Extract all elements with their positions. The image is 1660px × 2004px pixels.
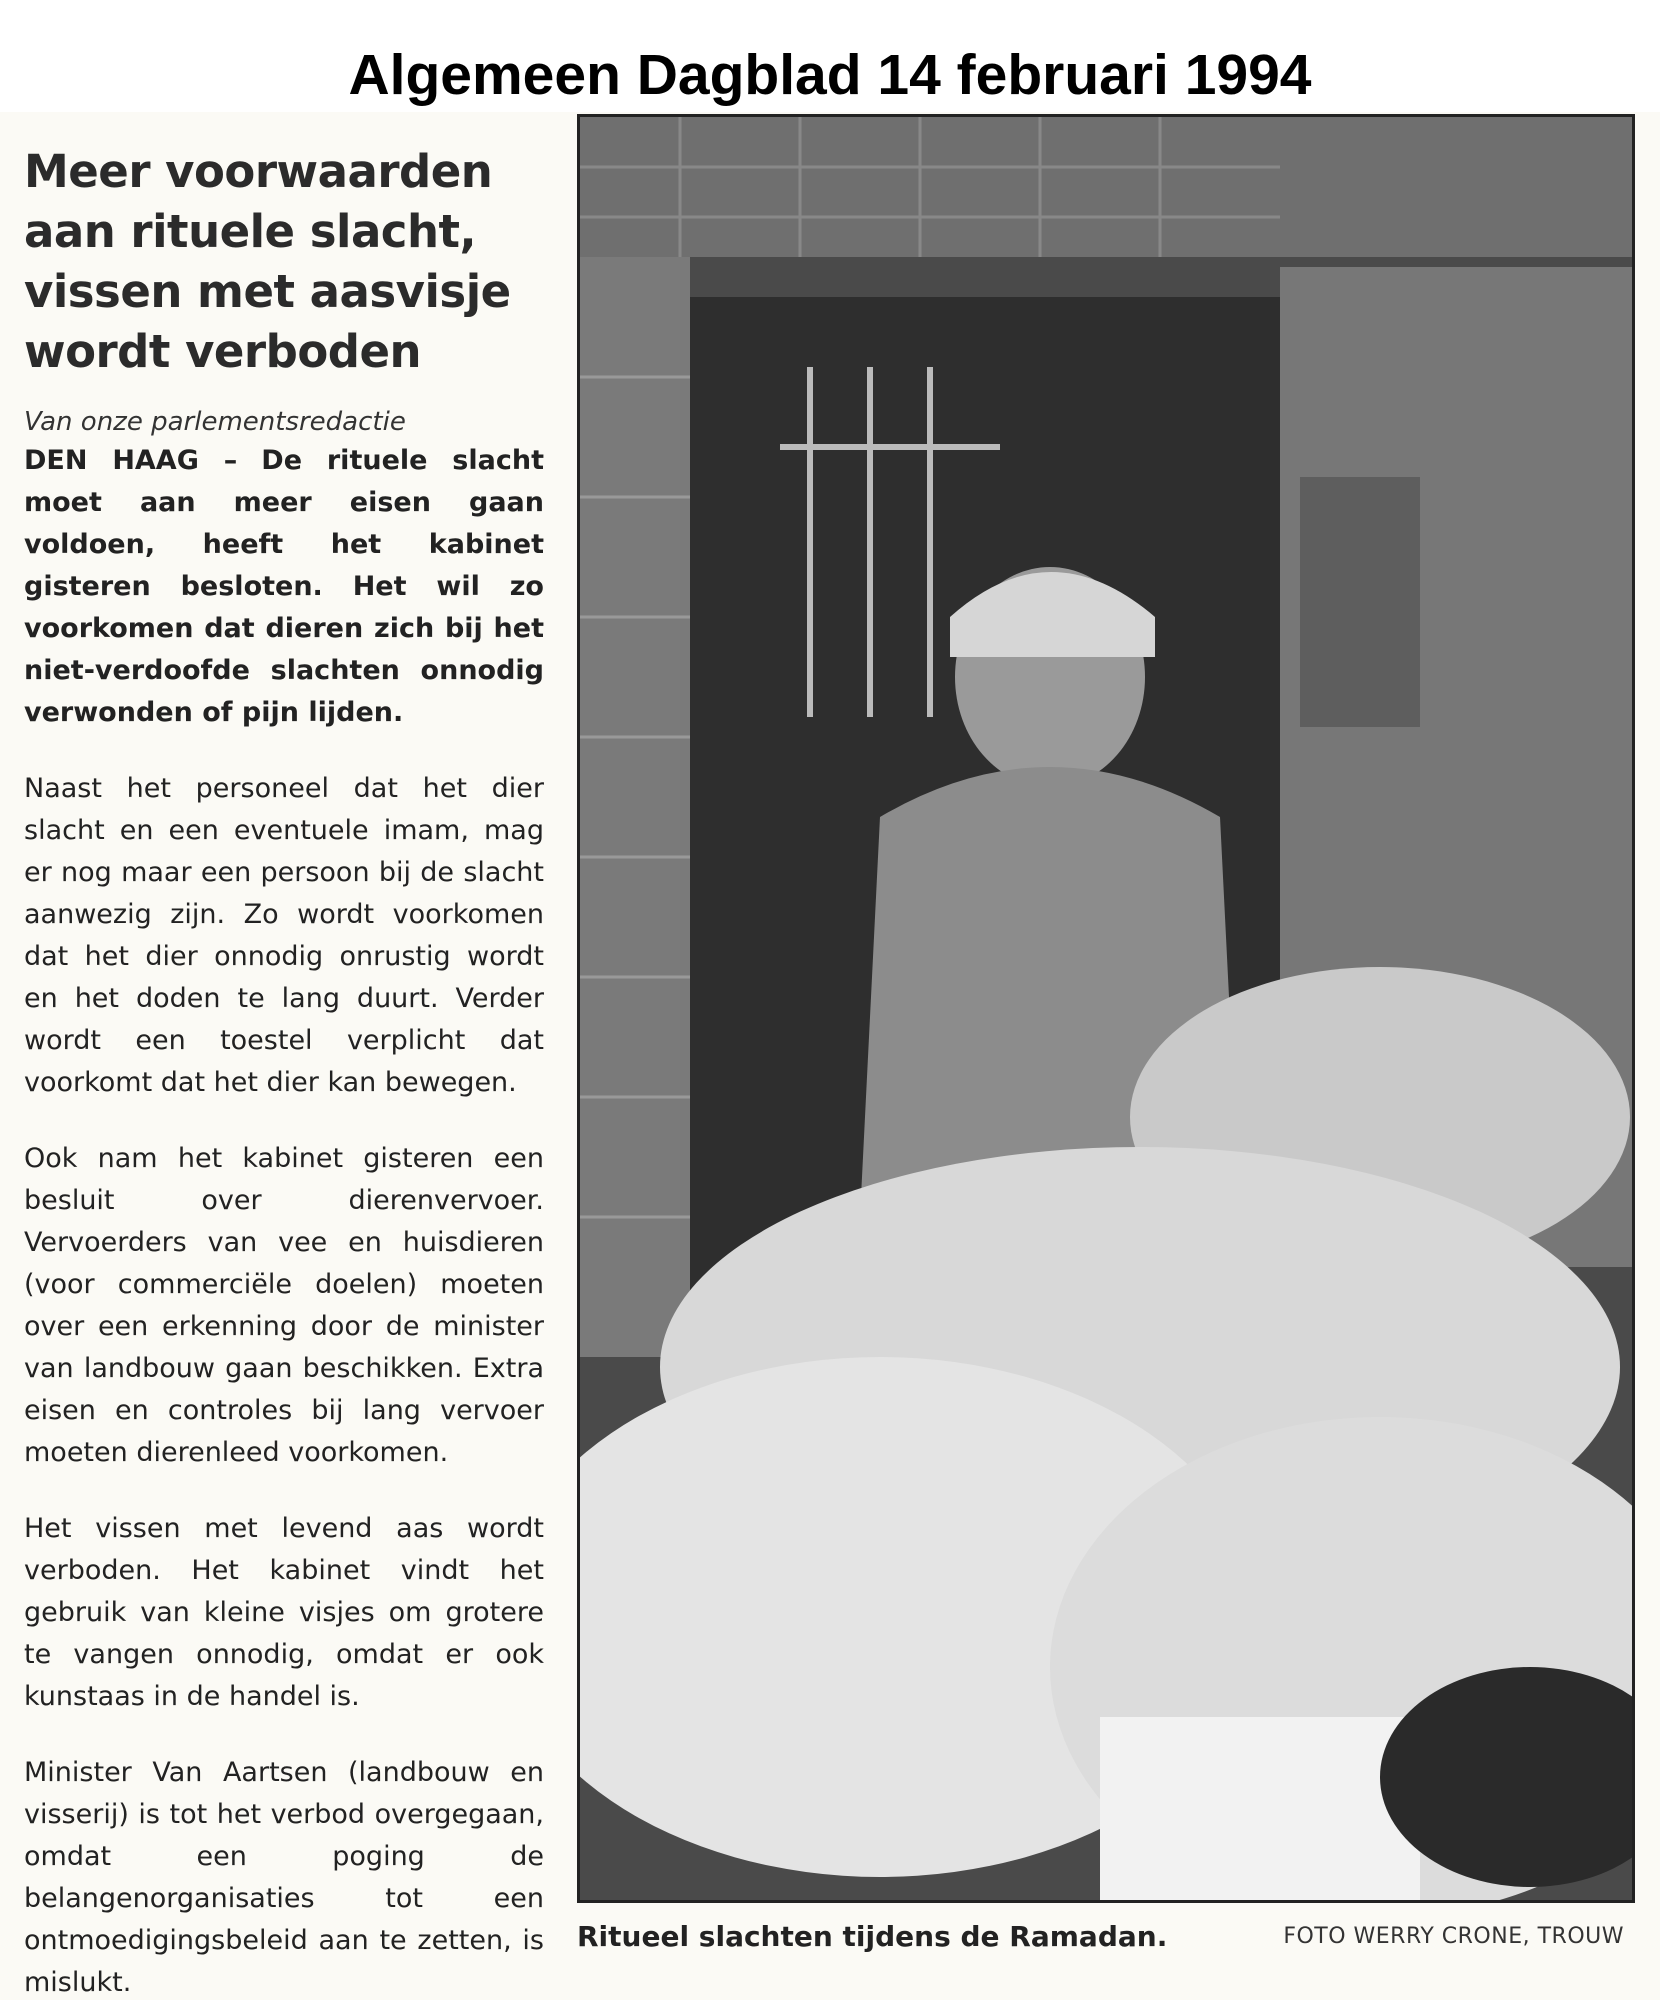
clipping-source-title: Algemeen Dagblad 14 februari 1994 <box>348 43 1312 107</box>
newspaper-clipping <box>0 112 1660 2000</box>
article-paragraph-4: Minister Van Aartsen (landbouw en visserij) is tot het verbod overgegaan, omdat een poging de belangenorganisaties tot een ontmoedigingsbeleid aan te zetten, is mislukt. <box>24 1757 544 1998</box>
article-paragraph-3: Het vissen met levend aas wordt verboden. Het kabinet vindt het gebruik van kleine visjes om grotere te vangen onnodig, omdat er ook kunstaas in de handel is. <box>24 1513 544 1712</box>
article-photo <box>577 114 1635 1903</box>
article-lead-paragraph <box>24 440 544 734</box>
photo-illustration <box>580 117 1632 1900</box>
article-lead-text: De rituele slacht moet aan meer eisen gaan voldoen, heeft het kabinet gisteren besloten. Het wil zo voorkomen dat dieren zich bij het niet-verdoofde slachten onnodig verwonden of pijn lijden. <box>24 445 544 728</box>
article-dateline: DEN HAAG – <box>24 445 238 476</box>
article-paragraph-2: Ook nam het kabinet gisteren een besluit over dierenvervoer. Vervoerders van vee en huisdieren (voor commerciële doelen) moeten over een erkenning door de minister van landbouw gaan beschikken. Extra eisen en controles bij lang vervoer moeten dierenleed voorkomen. <box>24 1143 544 1468</box>
photo-credit: FOTO WERRY CRONE, TROUW <box>1283 1924 1624 1949</box>
photo-caption: Ritueel slachten tijdens de Ramadan. <box>577 1920 1168 1953</box>
article-column <box>24 142 544 2004</box>
article-paragraph-1: Naast het personeel dat het dier slacht en een eventuele imam, mag er nog maar een persoon bij de slacht aanwezig zijn. Zo wordt voorkomen dat het dier onnodig onrustig wordt en het doden te lang duurt. Verder wordt een toestel verplicht dat voorkomt dat het dier kan bewegen. <box>24 773 544 1098</box>
article-byline: Van onze parlementsredactie <box>24 407 406 437</box>
article-headline: Meer voorwaarden aan rituele slacht, vissen met aasvisje wordt verboden <box>24 145 511 378</box>
